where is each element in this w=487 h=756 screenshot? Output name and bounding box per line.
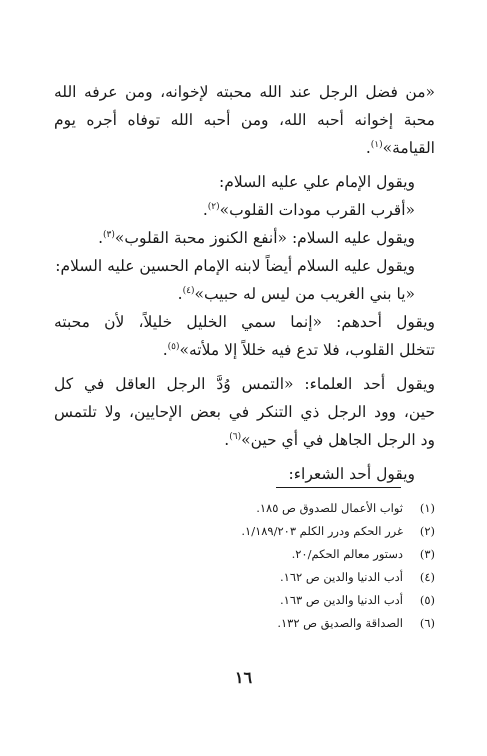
footnote-text: أدب الدنيا والدين ص ١٦٣. [279, 593, 403, 607]
footnote-ref: (٣) [103, 229, 115, 240]
quote-line: القيامة»$^{(١)}$. [365, 139, 435, 157]
footnote-divider [276, 487, 401, 488]
footnote-ref: (١) [370, 139, 383, 150]
quote-text: ويقول عليه السلام: «أنفع الكنوز محبة القلوب» [114, 229, 415, 247]
footnote-text: ثواب الأعمال للصدوق ص ١٨٥. [256, 501, 403, 515]
paragraph: ويقول عليه السلام أيضاً لابنه الإمام الحسين عليه السلام: [55, 257, 415, 275]
paragraph: ويقول الإمام علي عليه السلام: [219, 173, 415, 191]
footnote-text: دستور معالم الحكم/٢٠. [291, 547, 403, 561]
footnote-number: (٤) [419, 570, 435, 584]
footnote-ref: (٥) [167, 341, 180, 352]
quote-line: «أقرب القرب مودات القلوب»$^{(٢)}$. [202, 201, 415, 219]
quote-text: تتخلل القلوب، فلا تدع فيه خللاً إلا ملأته» [179, 341, 435, 359]
page-number: ١٦ [234, 668, 253, 687]
footnote [54, 543, 435, 566]
quote-line: تتخلل القلوب، فلا تدع فيه خللاً إلا ملأته»$^{(٥)}$. [162, 341, 435, 359]
quote-text: القيامة» [382, 139, 435, 157]
footnote-number: (٢) [419, 524, 435, 538]
footnote [54, 589, 435, 612]
quote-line: ويقول أحد العلماء: «التمس وُدَّ الرجل العاقل في كل [54, 375, 435, 393]
body-text [54, 78, 435, 488]
quote-line: حين، وود الرجل ذي التنكر في بعض الإحايين، ولا تلتمس [54, 403, 435, 421]
quote-line: ويقول أحدهم: «إنما سمي الخليل خليلاً، لأن محبته [54, 313, 435, 331]
quote-text: ود الرجل الجاهل في أي حين» [241, 431, 435, 449]
footnote [54, 520, 435, 543]
quote-line: ود الرجل الجاهل في أي حين»$^{(٦)}$. [224, 431, 435, 449]
footnote-ref: (٤) [182, 285, 195, 296]
footnote-number: (٦) [419, 616, 435, 630]
footnote [54, 566, 435, 589]
footnote-ref: (٦) [229, 431, 242, 442]
quote-text: «يا بني الغريب من ليس له حبيب» [194, 285, 415, 303]
footnotes [54, 497, 435, 635]
quote-line: «يا بني الغريب من ليس له حبيب»$^{(٤)}$. [177, 285, 415, 303]
quote-text: «أقرب القرب مودات القلوب» [219, 201, 415, 219]
footnote [54, 612, 435, 635]
footnote-text: غرر الحكم ودرر الكلم ١/١٨٩/٢٠٣. [241, 524, 403, 538]
footnote-text: الصداقة والصديق ص ١٣٢. [277, 616, 403, 630]
quote-line: «من فضل الرجل عند الله محبته لإخوانه، ومن عرفه الله [54, 83, 435, 101]
quote-line: ويقول عليه السلام: «أنفع الكنوز محبة القلوب»$^{(٣)}$. [98, 229, 415, 247]
footnote-ref: (٢) [207, 201, 220, 212]
footnote [54, 497, 435, 520]
quote-line: محبة إخوانه أحبه الله، ومن أحبه الله توفاه أجره يوم [54, 111, 435, 129]
footnote-text: أدب الدنيا والدين ص ١٦٢. [279, 570, 403, 584]
footnote-number: (١) [419, 501, 435, 515]
footnote-number: (٥) [419, 593, 435, 607]
footnote-number: (٣) [419, 547, 435, 561]
paragraph: ويقول أحد الشعراء: [288, 465, 415, 483]
